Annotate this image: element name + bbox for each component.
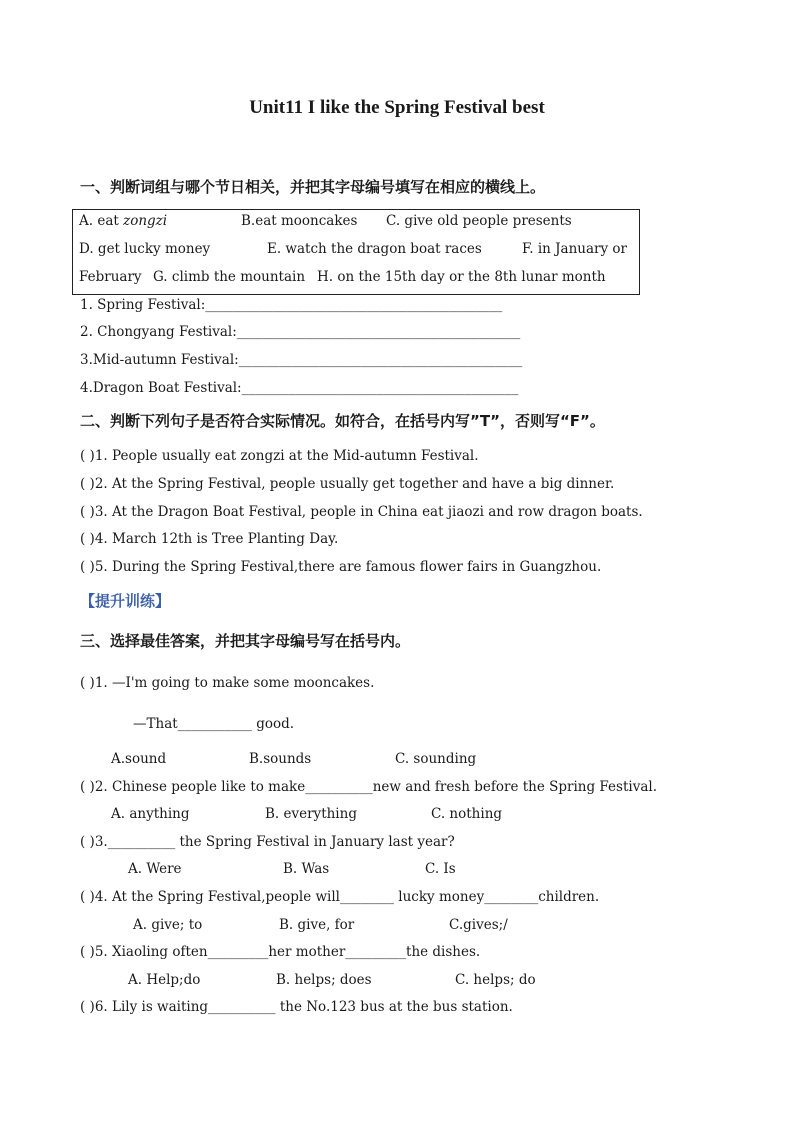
answer-paren: ( ) <box>80 889 95 905</box>
practice-tag: 【提升训练】 <box>80 592 171 610</box>
q2-option-b: B. everything <box>265 806 357 822</box>
q1-option-b: B.sounds <box>249 751 312 767</box>
choice-question-5: ( )5. Xiaoling often_________her mother_________the dishes. <box>80 944 481 960</box>
answer-paren: ( ) <box>80 531 95 547</box>
choice-question-3: ( )3.__________ the Spring Festival in January last year? <box>80 834 455 850</box>
q3-option-c: C. Is <box>425 861 456 877</box>
option-a-italic: zongzi <box>123 213 168 229</box>
section1-heading: 一、判断词组与哪个节日相关，并把其字母编号填写在相应的横线上。 <box>80 178 546 196</box>
options-box <box>72 209 640 295</box>
answer-paren: ( ) <box>80 504 95 520</box>
answer-paren: ( ) <box>80 944 95 960</box>
option-a: A. eat zongzi <box>79 213 168 229</box>
answer-paren: ( ) <box>80 999 95 1015</box>
option-h: H. on the 15th day or the 8th lunar month <box>317 269 606 285</box>
judge-item-4: ( )4. March 12th is Tree Planting Day. <box>80 531 339 547</box>
festival-item-1: 1. Spring Festival:____________________________________________ <box>80 297 503 313</box>
q4-option-a: A. give; to <box>133 917 203 933</box>
q5-option-c: C. helps; do <box>455 972 536 988</box>
choice-question-2: ( )2. Chinese people like to make__________new and fresh before the Spring Festival. <box>80 779 658 795</box>
q1-option-a: A.sound <box>111 751 167 767</box>
q5-option-a: A. Help;do <box>128 972 201 988</box>
q3-option-b: B. Was <box>283 861 330 877</box>
judge-item-3: ( )3. At the Dragon Boat Festival, people in China eat jiaozi and row dragon boats. <box>80 504 643 520</box>
choice-question-4: ( )4. At the Spring Festival,people will________ lucky money________children. <box>80 889 600 905</box>
option-c: C. give old people presents <box>386 213 572 229</box>
option-e: E. watch the dragon boat races <box>267 241 482 257</box>
option-b: B.eat mooncakes <box>241 213 358 229</box>
answer-paren: ( ) <box>80 448 95 464</box>
answer-paren: ( ) <box>80 559 95 575</box>
section2-heading: 二、判断下列句子是否符合实际情况。如符合，在括号内写”T”，否则写“F”。 <box>80 412 605 430</box>
judge-item-5: ( )5. During the Spring Festival,there are famous flower fairs in Guangzhou. <box>80 559 602 575</box>
page-title: Unit11 I like the Spring Festival best <box>249 97 545 118</box>
option-g: G. climb the mountain <box>153 269 306 285</box>
answer-paren: ( ) <box>80 779 95 795</box>
options-line-1 <box>79 213 572 229</box>
festival-item-3: 3.Mid-autumn Festival:__________________________________________ <box>80 352 523 368</box>
section3-heading: 三、选择最佳答案，并把其字母编号写在括号内。 <box>80 632 411 650</box>
q4-option-c: C.gives;/ <box>449 917 508 933</box>
festival-item-2: 2. Chongyang Festival:__________________________________________ <box>80 324 521 340</box>
option-f: F. in January or <box>522 241 628 257</box>
options-line-2 <box>79 241 632 257</box>
judge-item-1: ( )1. People usually eat zongzi at the Mid-autumn Festival. <box>80 448 479 464</box>
q4-option-b: B. give, for <box>279 917 355 933</box>
question-1-reply: —That___________ good. <box>133 716 295 732</box>
q2-option-c: C. nothing <box>431 806 503 822</box>
option-d: D. get lucky money <box>79 241 211 257</box>
festival-item-4: 4.Dragon Boat Festival:_________________________________________ <box>80 380 519 396</box>
q3-option-a: A. Were <box>128 861 182 877</box>
choice-question-1: ( )1. —I'm going to make some mooncakes. <box>80 675 375 691</box>
option-f-cont: February <box>79 269 142 285</box>
judge-item-2: ( )2. At the Spring Festival, people usually get together and have a big dinner. <box>80 476 615 492</box>
q5-option-b: B. helps; does <box>276 972 372 988</box>
q1-option-c: C. sounding <box>395 751 477 767</box>
answer-paren: ( ) <box>80 476 95 492</box>
options-line-3 <box>79 269 606 285</box>
answer-paren: ( ) <box>80 834 95 850</box>
answer-paren: ( ) <box>80 675 95 691</box>
choice-question-6: ( )6. Lily is waiting__________ the No.123 bus at the bus station. <box>80 999 513 1015</box>
q2-option-a: A. anything <box>111 806 190 822</box>
